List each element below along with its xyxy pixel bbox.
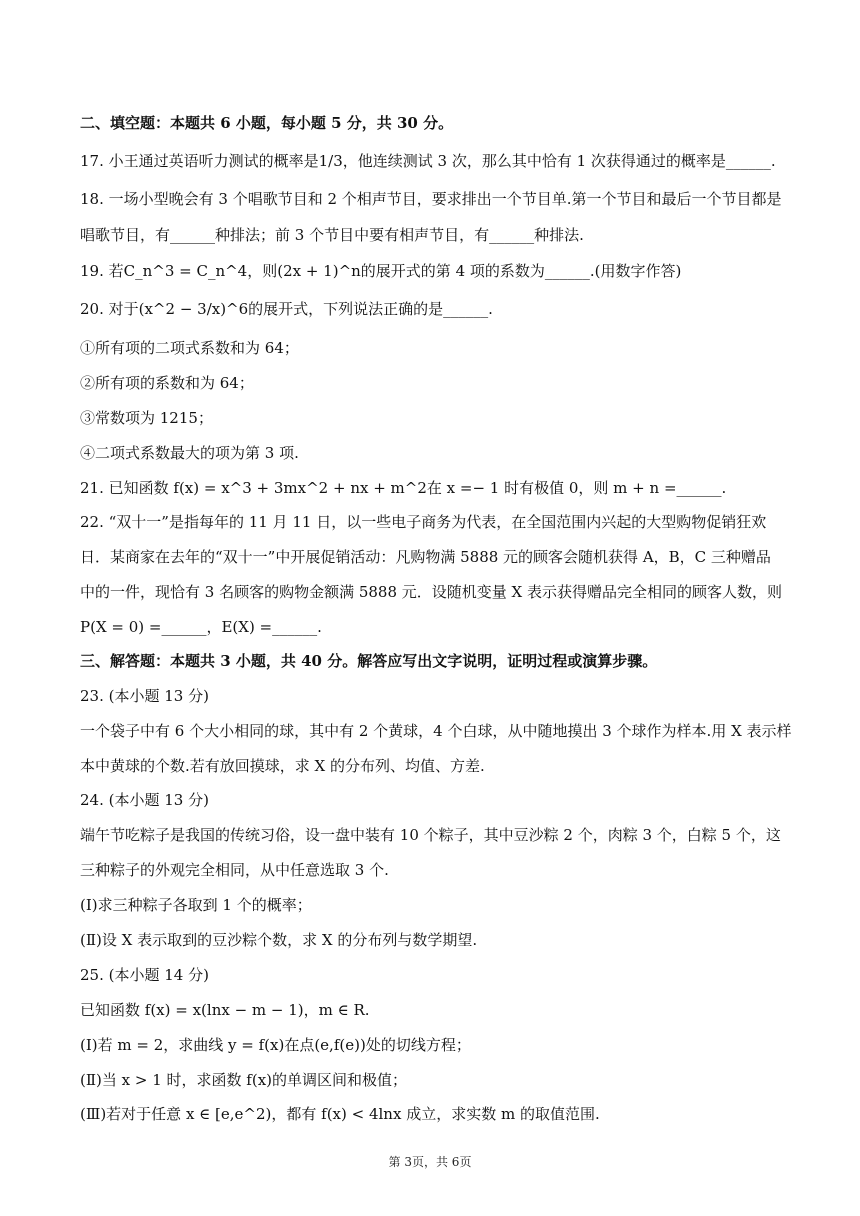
question-17: 17. 小王通过英语听力测试的概率是1/3，他连续测试 3 次，那么其中恰有 1 次获得通过的概率是______. bbox=[80, 152, 776, 170]
question-24-part2: (Ⅱ)设 X 表示取到的豆沙粽个数，求 X 的分布列与数学期望. bbox=[80, 931, 478, 949]
question-18-line2: 唱歌节目，有______种排法；前 3 个节目中要有相声节目，有______种排法. bbox=[80, 226, 584, 244]
section2-heading: 二、填空题：本题共 6 小题，每小题 5 分，共 30 分。 bbox=[80, 114, 454, 132]
question-20-option-2: ②所有项的系数和为 64； bbox=[80, 374, 254, 392]
section3-heading: 三、解答题：本题共 3 小题，共 40 分。解答应写出文字说明，证明过程或演算步骤。 bbox=[80, 652, 658, 670]
page-footer: 第 3页，共 6页 bbox=[388, 1155, 472, 1169]
question-24-part1: (Ⅰ)求三种粽子各取到 1 个的概率； bbox=[80, 896, 312, 914]
question-23-line1: 一个袋子中有 6 个大小相同的球，其中有 2 个黄球，4 个白球，从中随地摸出 3 个球作为样本.用 X 表示样 bbox=[80, 722, 792, 740]
question-25-part1: (Ⅰ)若 m = 2，求曲线 y = f(x)在点(e,f(e))处的切线方程； bbox=[80, 1036, 471, 1054]
question-25-part3: (Ⅲ)若对于任意 x ∈ [e,e^2)，都有 f(x) < 4lnx 成立，求实数 m 的取值范围. bbox=[80, 1105, 600, 1123]
question-25-title: 25. (本小题 14 分) bbox=[80, 966, 209, 984]
question-19: 19. 若C_n^3 = C_n^4，则(2x + 1)^n的展开式的第 4 项的系数为______.(用数字作答) bbox=[80, 262, 682, 280]
question-20-option-1: ①所有项的二项式系数和为 64； bbox=[80, 339, 299, 357]
question-23-title: 23. (本小题 13 分) bbox=[80, 687, 209, 705]
question-22-line2: 日．某商家在去年的“双十一”中开展促销活动：凡购物满 5888 元的顾客会随机获得 A，B，C 三种赠品 bbox=[80, 548, 771, 566]
question-22-line4: P(X = 0) =______，E(X) =______. bbox=[80, 618, 322, 636]
question-20-option-4: ④二项式系数最大的项为第 3 项. bbox=[80, 444, 299, 462]
question-21: 21. 已知函数 f(x) = x^3 + 3mx^2 + nx + m^2在 x =− 1 时有极值 0，则 m + n =______. bbox=[80, 479, 727, 497]
question-20-option-3: ③常数项为 1215； bbox=[80, 409, 213, 427]
question-18-line1: 18. 一场小型晚会有 3 个唱歌节目和 2 个相声节目，要求排出一个节目单.第一个节目和最后一个节目都是 bbox=[80, 190, 782, 208]
question-23-line2: 本中黄球的个数.若有放回摸球，求 X 的分布列、均值、方差. bbox=[80, 757, 485, 775]
question-22-line3: 中的一件，现恰有 3 名顾客的购物金额满 5888 元．设随机变量 X 表示获得赠品完全相同的顾客人数，则 bbox=[80, 583, 783, 601]
question-24-line2: 三种粽子的外观完全相同，从中任意选取 3 个. bbox=[80, 861, 389, 879]
question-22-line1: 22. “双十一”是指每年的 11 月 11 日，以一些电子商务为代表，在全国范围内兴起的大型购物促销狂欢 bbox=[80, 513, 767, 531]
question-20: 20. 对于(x^2 − 3/x)^6的展开式，下列说法正确的是______. bbox=[80, 300, 493, 318]
question-24-title: 24. (本小题 13 分) bbox=[80, 791, 209, 809]
question-24-line1: 端午节吃粽子是我国的传统习俗，设一盘中装有 10 个粽子，其中豆沙粽 2 个，肉粽 3 个，白粽 5 个，这 bbox=[80, 826, 781, 844]
question-25-part2: (Ⅱ)当 x > 1 时，求函数 f(x)的单调区间和极值； bbox=[80, 1071, 408, 1089]
question-25-line1: 已知函数 f(x) = x(lnx − m − 1)，m ∈ R. bbox=[80, 1001, 370, 1019]
